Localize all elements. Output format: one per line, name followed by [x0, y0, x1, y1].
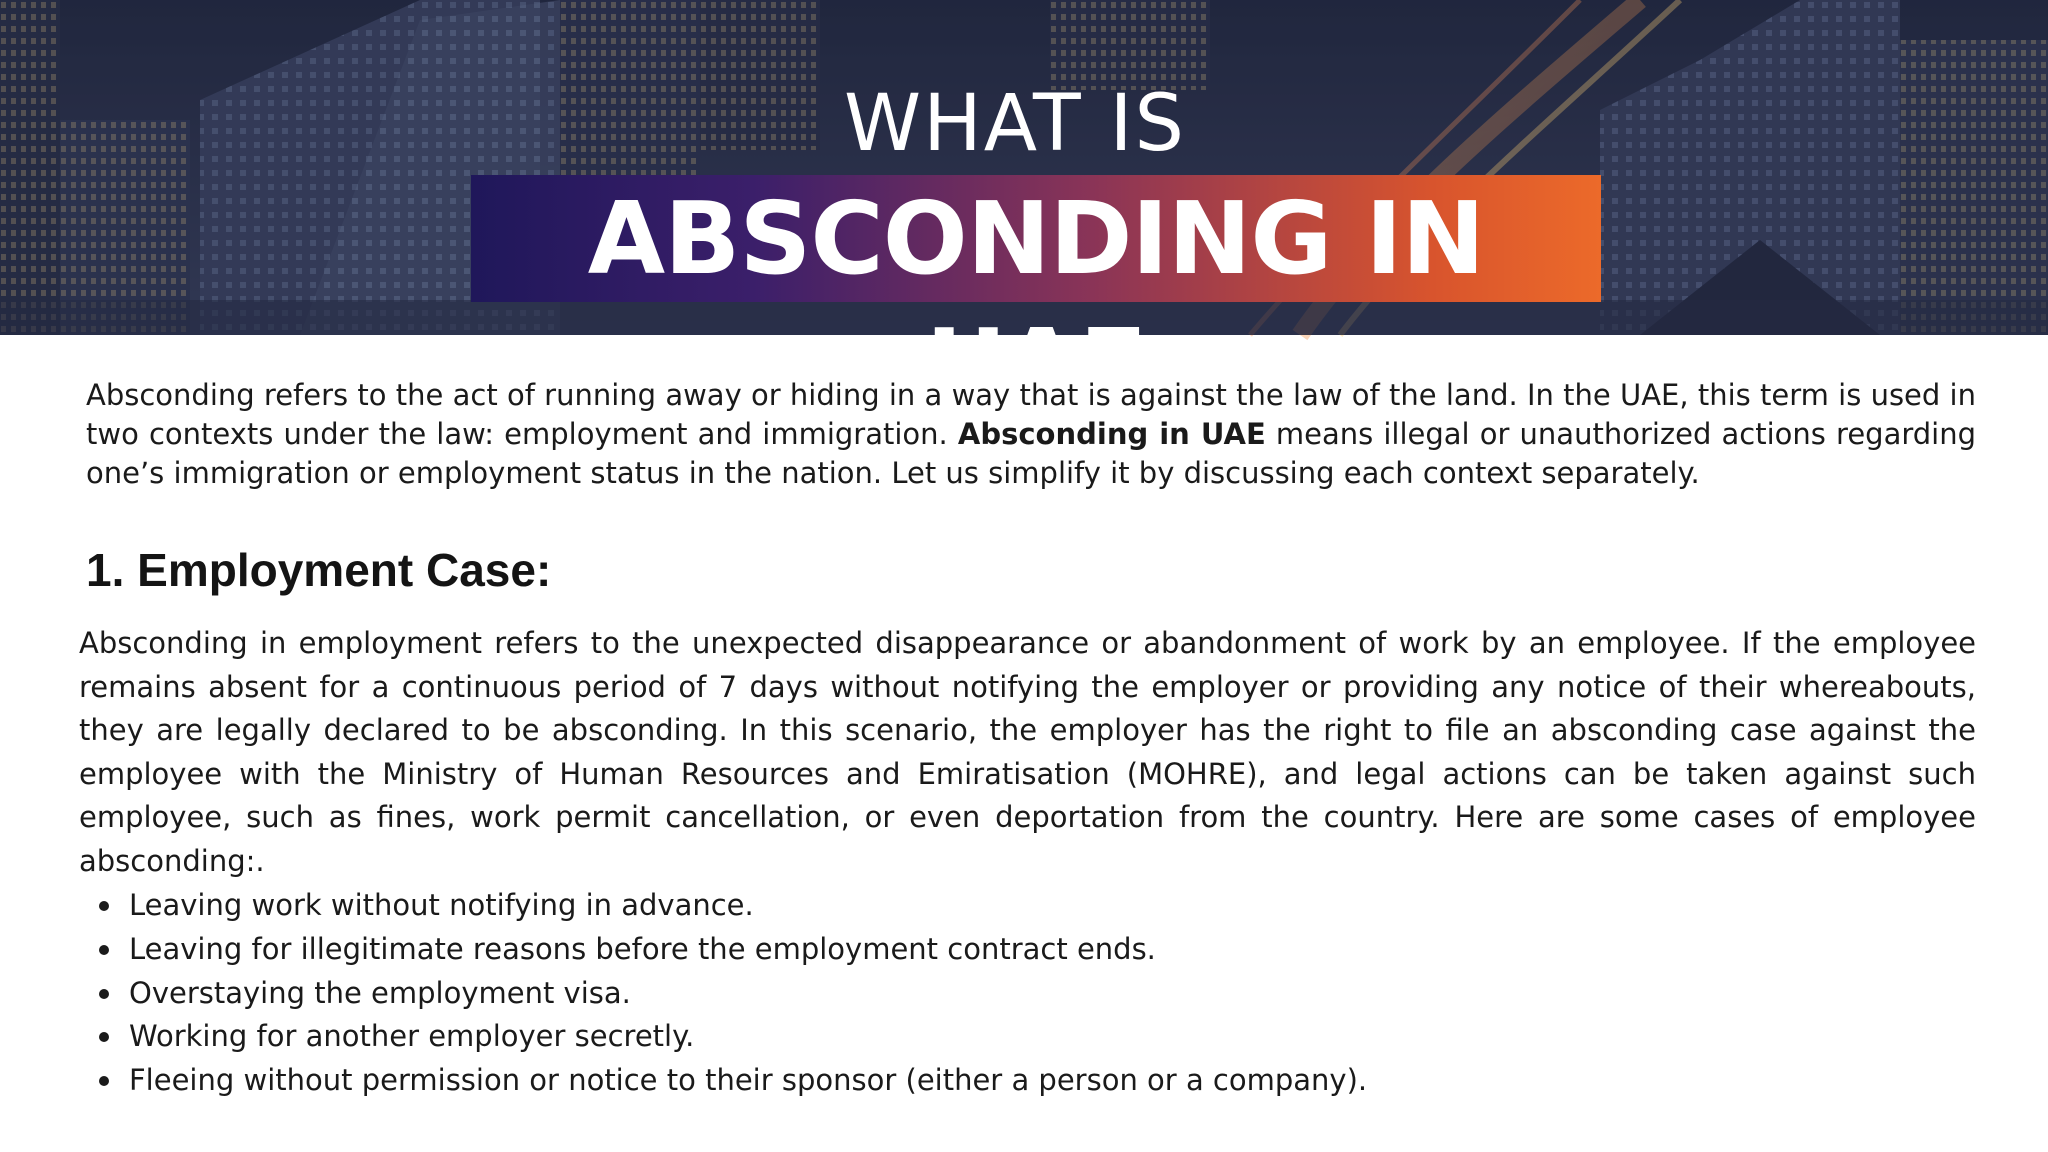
- bullet-icon: [99, 901, 109, 911]
- hero-subtitle: WHAT IS: [843, 79, 1187, 169]
- intro-text-part2: means illegal or unauthorized actions regarding one’s immigration or employment status in the nation. Let us simplify it by discussing each context separately.: [86, 417, 1977, 490]
- list-item: [129, 1015, 1929, 1059]
- list-item: [129, 1059, 1929, 1103]
- section-paragraph: Absconding in employment refers to the unexpected disappearance or abandonment of work by an employee. If the employee remains absent for a continuous period of 7 days without notifying the employer or providing any notice of their whereabouts, they are legally declared to be absconding. In this scenario, the employer has the right to file an absconding case against the employee with the Ministry of Human Resources and Emiratisation (MOHRE), and legal actions can be taken against such employee, such as fines, work permit cancellation, or even deportation from the country. Here are some cases of employee absconding:.: [79, 626, 1976, 878]
- bullet-icon: [99, 989, 109, 999]
- list-item-text: Working for another employer secretly.: [129, 1019, 695, 1054]
- intro-paragraph: [86, 376, 1976, 493]
- cases-list: [79, 884, 1929, 1103]
- bullet-icon: [99, 1032, 109, 1042]
- bullet-icon: [99, 945, 109, 955]
- list-item: [129, 928, 1929, 972]
- list-item: [129, 972, 1929, 1016]
- list-item-text: Leaving work without notifying in advance.: [129, 888, 754, 922]
- list-item-text: Fleeing without permission or notice to their sponsor (either a person or a company).: [129, 1063, 1368, 1098]
- hero-title: ABSCONDING IN UAE: [587, 180, 1485, 424]
- bullet-icon: [99, 1076, 109, 1086]
- intro-text-part1: Absconding refers to the act of running away or hiding in a way that is against the law of the land. In the UAE, this term is used in two contexts under the law: employment and immigration.: [86, 378, 1976, 451]
- list-item-text: Overstaying the employment visa.: [129, 975, 631, 1010]
- list-item: [129, 884, 1929, 928]
- section-heading: 1. Employment Case:: [86, 544, 552, 596]
- intro-bold-term: Absconding in UAE: [957, 417, 1266, 451]
- list-item-text: Leaving for illegitimate reasons before the employment contract ends.: [129, 931, 1156, 966]
